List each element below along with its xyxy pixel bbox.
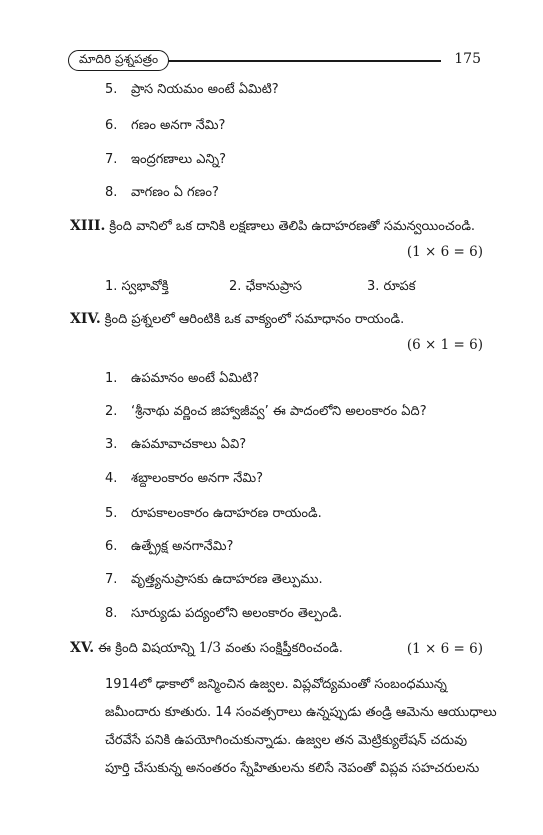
page-header xyxy=(68,50,481,72)
section-heading xyxy=(70,218,483,237)
marks-label: (1 × 6 = 6) xyxy=(406,641,483,657)
option: 3. రూపక xyxy=(367,279,416,294)
list-item: 5. రూపకాలంకారం ఉదాహరణ రాయండి. xyxy=(105,506,322,521)
list-item: 2. ‘శ్రీనాథు వర్ణించ జిహ్వాజీవ్వ’ ఈ పాదంలోని అలంకారం ఏది? xyxy=(105,404,427,419)
option: 2. ఛేకానుప్రాస xyxy=(229,279,303,294)
page-number: 175 xyxy=(454,51,481,67)
section-number: XIII. xyxy=(70,218,106,234)
list-item: 4. శబ్దాలంకారం అనగా నేమి? xyxy=(105,471,264,486)
list-item: 1. ఉపమానం అంటే ఏమిటి? xyxy=(105,371,260,386)
list-item: 6. గణం అనగా నేమి? xyxy=(105,118,226,133)
list-item: 3. ఉపమావాచకాలు ఏవి? xyxy=(105,437,247,452)
section-number: XV. xyxy=(70,640,95,656)
marks-label: (6 × 1 = 6) xyxy=(406,337,483,353)
section-instruction-cont: వంతు సంక్షిప్తీకరించండి. xyxy=(225,641,343,656)
section-number: XIV. xyxy=(70,311,101,327)
list-item: 8. వాగణం ఏ గణం? xyxy=(105,185,219,200)
section-instruction: క్రింది వానిలో ఒక దానికి లక్షణాలు తెలిపి ఉదాహరణతో సమన్వయించండి. xyxy=(109,219,476,234)
list-item: 8. సూర్యుడు పద్యంలోని అలంకారం తెల్పండి. xyxy=(105,606,343,621)
passage-line: జమీందారు కూతురు. 14 సంవత్సరాలు ఉన్నప్పుడు తండ్రి ఆమెను ఆయుధాలు xyxy=(105,705,497,720)
section-instruction: క్రింది ప్రశ్నలలో ఆరింటికి ఒక వాక్యంలో సమాధానం రాయండి. xyxy=(104,312,405,327)
header-rule xyxy=(158,60,441,62)
list-item: 6. ఉత్ప్రేక్ష అనగానేమి? xyxy=(105,539,234,554)
marks-label: (1 × 6 = 6) xyxy=(406,244,483,260)
fraction: 1/3 xyxy=(198,640,222,656)
list-item: 7. ఇంద్రగణాలు ఎన్ని? xyxy=(105,152,226,167)
passage-line: 1914లో ఢాకాలో జన్మించిన ఉజ్వల. విప్లవోద్యమంతో సంబంధమున్న xyxy=(105,677,447,692)
list-item: 5. ప్రాస నియమం అంటే ఏమిటి? xyxy=(105,82,279,97)
option: 1. స్వభావోక్తి xyxy=(105,279,169,294)
section-instruction: ఈ క్రింది విషయాన్ని xyxy=(98,641,195,656)
list-item: 7. వృత్త్యనుప్రాసకు ఉదాహరణ తెల్పుము. xyxy=(105,572,323,587)
section-heading xyxy=(70,311,483,330)
running-title: మాదిరి ప్రశ్నపత్రం xyxy=(68,50,169,71)
passage-line: చేరవేసే పనికి ఉపయోగించుకున్నాడు. ఉజ్వల తన మెట్రిక్యులేషన్ చదువు xyxy=(105,733,468,748)
passage-line: పూర్తి చేసుకున్న అనంతరం స్నేహితులను కలిసే నెపంతో విప్లవ సహచరులను xyxy=(105,761,480,776)
